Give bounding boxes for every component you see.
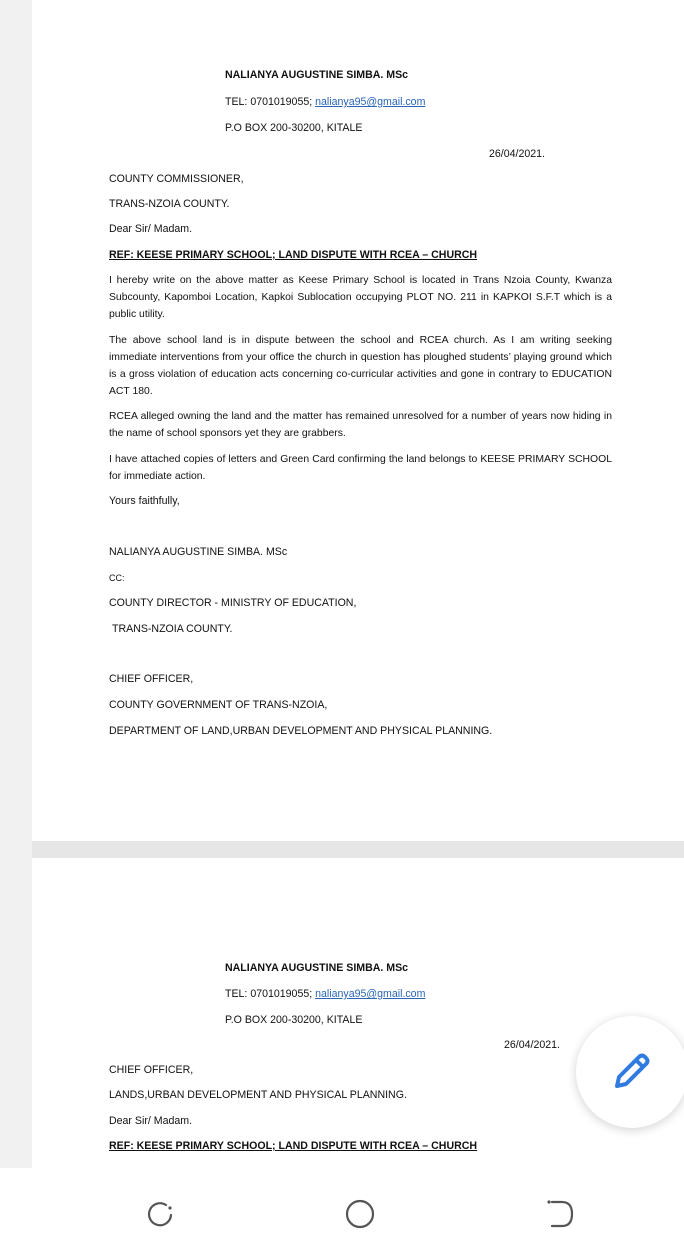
back-icon	[540, 1194, 580, 1234]
letter-date: 26/04/2021.	[489, 148, 545, 160]
recipient-line-1: COUNTY COMMISSIONER,	[109, 173, 244, 185]
reference-line: REF: KEESE PRIMARY SCHOOL; LAND DISPUTE WITH RCEA – CHURCH	[109, 1140, 478, 1152]
pencil-icon	[609, 1048, 655, 1094]
reference-line: REF: KEESE PRIMARY SCHOOL; LAND DISPUTE WITH RCEA – CHURCH	[109, 249, 478, 261]
navigation-bar	[0, 1168, 684, 1257]
closing: Yours faithfully,	[109, 495, 180, 507]
home-button[interactable]	[340, 1194, 380, 1234]
document-page-2	[32, 858, 684, 1168]
sender-contact	[225, 94, 425, 111]
cc-2-line-2: COUNTY GOVERNMENT OF TRANS-NZOIA,	[109, 699, 328, 711]
back-button[interactable]	[540, 1194, 580, 1234]
email-link[interactable]: nalianya95@gmail.com	[315, 988, 426, 1000]
recipient-line-2: TRANS-NZOIA COUNTY.	[109, 198, 230, 210]
document-page-1	[32, 0, 684, 841]
salutation: Dear Sir/ Madam.	[109, 223, 193, 235]
letter-date: 26/04/2021.	[504, 1039, 560, 1051]
body-paragraph-4: I have attached copies of letters and Green Card confirming the land belongs to KEESE PRIMARY SCHOOL for immediate action.	[109, 454, 612, 482]
tel-label: TEL: 0701019055;	[225, 988, 316, 1000]
home-icon	[340, 1194, 380, 1234]
email-link[interactable]: nalianya95@gmail.com	[315, 96, 426, 108]
po-box: P.O BOX 200-30200, KITALE	[225, 1014, 363, 1026]
recipient-line-2: LANDS,URBAN DEVELOPMENT AND PHYSICAL PLANNING.	[109, 1089, 407, 1101]
salutation: Dear Sir/ Madam.	[109, 1115, 193, 1127]
cc-1-line-1: COUNTY DIRECTOR - MINISTRY OF EDUCATION,	[109, 597, 357, 609]
edit-button[interactable]	[576, 1016, 684, 1128]
recipient-line-1: CHIEF OFFICER,	[109, 1064, 194, 1076]
page-gap	[32, 841, 684, 858]
recent-apps-icon	[140, 1194, 180, 1234]
sender-contact	[225, 986, 425, 1003]
body-paragraph-2: The above school land is in dispute between the school and RCEA church. As I am writing seeking immediate interventions from your office the church in question has ploughed students’ playing ground which is a gross violation of education acts concerning co-curricular activities and gone in contrary to EDUCATION ACT 180.	[109, 335, 612, 397]
po-box: P.O BOX 200-30200, KITALE	[225, 122, 363, 134]
tel-label: TEL: 0701019055;	[225, 96, 316, 108]
cc-2-line-1: CHIEF OFFICER,	[109, 673, 194, 685]
signature-name: NALIANYA AUGUSTINE SIMBA. MSc	[109, 546, 288, 558]
cc-label: CC:	[109, 573, 125, 583]
sender-name: NALIANYA AUGUSTINE SIMBA. MSc	[225, 69, 409, 81]
cc-2-line-3: DEPARTMENT OF LAND,URBAN DEVELOPMENT AND PHYSICAL PLANNING.	[109, 725, 493, 737]
body-paragraph-3: RCEA alleged owning the land and the matter has remained unresolved for a number of years now hiding in the name of school sponsors yet they are grabbers.	[109, 411, 612, 439]
body-paragraph-1: I hereby write on the above matter as Keese Primary School is located in Trans Nzoia County, Kwanza Subcounty, Kapomboi Location, Kapkoi Sublocation occupying PLOT NO. 211 in KAPKOI S.F.T which is a public utility.	[109, 275, 612, 320]
recent-apps-button[interactable]	[140, 1194, 180, 1234]
cc-1-line-2: TRANS-NZOIA COUNTY.	[112, 623, 233, 635]
sender-name: NALIANYA AUGUSTINE SIMBA. MSc	[225, 962, 409, 974]
